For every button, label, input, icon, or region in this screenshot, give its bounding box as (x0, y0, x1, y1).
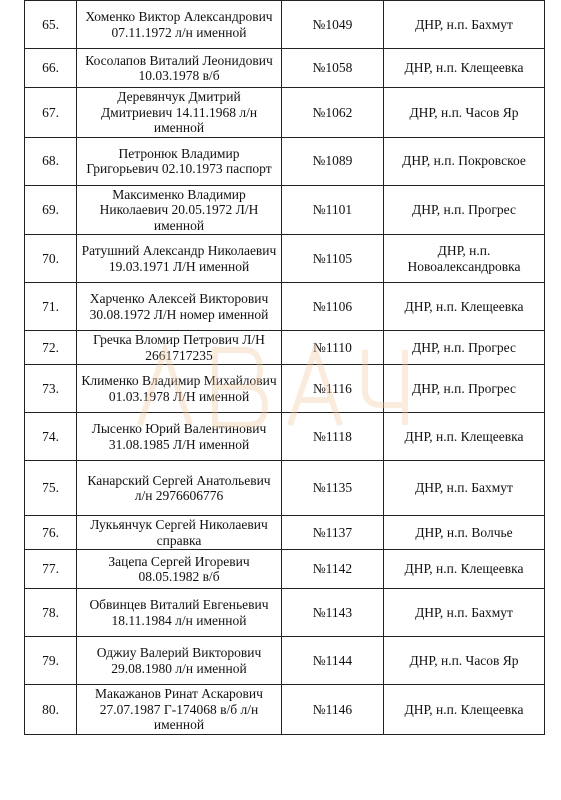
table-row (25, 235, 545, 283)
table-row (25, 550, 545, 589)
location: ДНР, н.п. Прогрес (384, 365, 545, 413)
table-row (25, 88, 545, 138)
person-details: Клименко Владимир Михайлович 01.03.1978 Л/Н именной (77, 365, 282, 413)
table-row (25, 413, 545, 461)
location: ДНР, н.п. Прогрес (384, 331, 545, 365)
row-number: 71. (25, 283, 77, 331)
person-details: Обвинцев Виталий Евгеньевич 18.11.1984 л/н именной (77, 589, 282, 637)
person-details: Максименко Владимир Николаевич 20.05.1972 Л/Н именной (77, 185, 282, 235)
table-row (25, 589, 545, 637)
row-number: 67. (25, 88, 77, 138)
person-details: Петронюк Владимир Григорьевич 02.10.1973 паспорт (77, 137, 282, 185)
row-number: 73. (25, 365, 77, 413)
table-row (25, 365, 545, 413)
person-details: Оджиу Валерий Викторович 29.08.1980 л/н именной (77, 637, 282, 685)
row-number: 66. (25, 49, 77, 88)
record-number: №1089 (282, 137, 384, 185)
person-details: Канарский Сергей Анатольевич л/н 2976606776 (77, 461, 282, 516)
record-number: №1137 (282, 516, 384, 550)
table-row (25, 1, 545, 49)
row-number: 79. (25, 637, 77, 685)
person-details: Хоменко Виктор Александрович 07.11.1972 л/н именной (77, 1, 282, 49)
record-number: №1116 (282, 365, 384, 413)
location: ДНР, н.п. Клещеевка (384, 685, 545, 735)
location: ДНР, н.п. Волчье (384, 516, 545, 550)
record-number: №1146 (282, 685, 384, 735)
record-number: №1106 (282, 283, 384, 331)
person-details: Лукьянчук Сергей Николаевич справка (77, 516, 282, 550)
row-number: 72. (25, 331, 77, 365)
record-number: №1118 (282, 413, 384, 461)
location: ДНР, н.п. Бахмут (384, 461, 545, 516)
table-row (25, 283, 545, 331)
location: ДНР, н.п. Часов Яр (384, 637, 545, 685)
person-details: Ратушний Александр Николаевич 19.03.1971 Л/Н именной (77, 235, 282, 283)
row-number: 76. (25, 516, 77, 550)
row-number: 75. (25, 461, 77, 516)
record-number: №1143 (282, 589, 384, 637)
record-number: №1049 (282, 1, 384, 49)
location: ДНР, н.п. Новоалександровка (384, 235, 545, 283)
row-number: 70. (25, 235, 77, 283)
document-table-container (24, 0, 544, 735)
location: ДНР, н.п. Клещеевка (384, 413, 545, 461)
record-number: №1142 (282, 550, 384, 589)
casualty-table (24, 0, 545, 735)
row-number: 74. (25, 413, 77, 461)
record-number: №1101 (282, 185, 384, 235)
location: ДНР, н.п. Клещеевка (384, 283, 545, 331)
location: ДНР, н.п. Клещеевка (384, 49, 545, 88)
row-number: 80. (25, 685, 77, 735)
row-number: 69. (25, 185, 77, 235)
table-row (25, 137, 545, 185)
location: ДНР, н.п. Прогрес (384, 185, 545, 235)
record-number: №1144 (282, 637, 384, 685)
record-number: №1058 (282, 49, 384, 88)
row-number: 78. (25, 589, 77, 637)
location: ДНР, н.п. Покровское (384, 137, 545, 185)
table-row (25, 685, 545, 735)
person-details: Зацепа Сергей Игоревич 08.05.1982 в/б (77, 550, 282, 589)
person-details: Лысенко Юрий Валентинович 31.08.1985 Л/Н именной (77, 413, 282, 461)
person-details: Макажанов Ринат Аскарович 27.07.1987 Г-174068 в/б л/н именной (77, 685, 282, 735)
row-number: 68. (25, 137, 77, 185)
table-row (25, 185, 545, 235)
record-number: №1105 (282, 235, 384, 283)
person-details: Деревянчук Дмитрий Дмитриевич 14.11.1968 л/н именной (77, 88, 282, 138)
record-number: №1110 (282, 331, 384, 365)
person-details: Гречка Вломир Петрович Л/Н 2661717235 (77, 331, 282, 365)
row-number: 77. (25, 550, 77, 589)
location: ДНР, н.п. Бахмут (384, 1, 545, 49)
location: ДНР, н.п. Бахмут (384, 589, 545, 637)
record-number: №1062 (282, 88, 384, 138)
table-row (25, 331, 545, 365)
table-row (25, 516, 545, 550)
location: ДНР, н.п. Часов Яр (384, 88, 545, 138)
table-row (25, 461, 545, 516)
table-row (25, 49, 545, 88)
table-row (25, 637, 545, 685)
person-details: Харченко Алексей Викторович 30.08.1972 Л/Н номер именной (77, 283, 282, 331)
location: ДНР, н.п. Клещеевка (384, 550, 545, 589)
person-details: Косолапов Виталий Леонидович 10.03.1978 в/б (77, 49, 282, 88)
row-number: 65. (25, 1, 77, 49)
table-body (25, 1, 545, 735)
record-number: №1135 (282, 461, 384, 516)
